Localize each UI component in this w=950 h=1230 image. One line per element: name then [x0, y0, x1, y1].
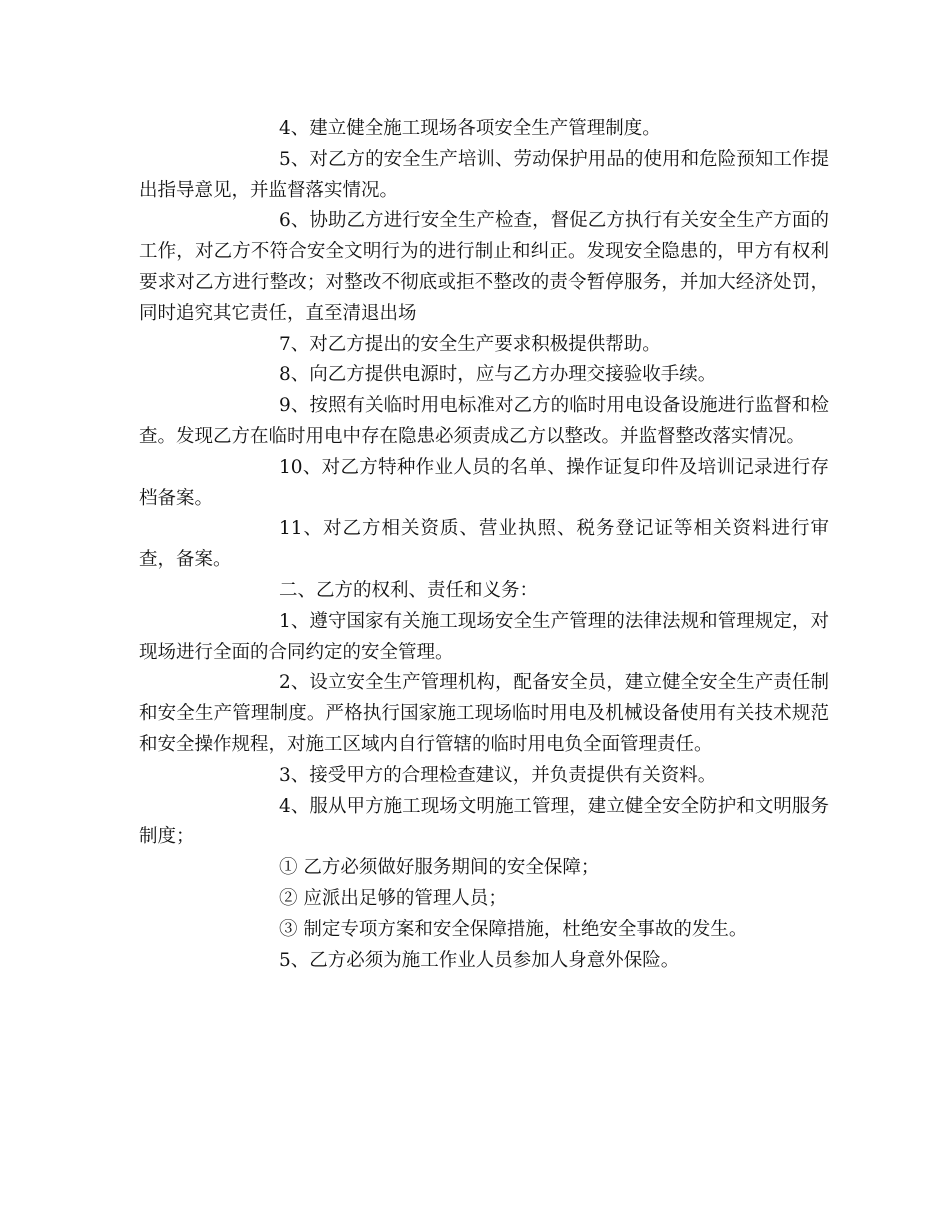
list-item-1: ① 乙方必须做好服务期间的安全保障；	[279, 857, 600, 879]
paragraph-3: 6、协助乙方进行安全生产检查，督促乙方执行有关安全生产方面的工作，对乙方不符合安全文明行为的进行制止和纠正。发现安全隐患的，甲方有权利要求对乙方进行整改；对整改不彻底或拒不整改的责令暂停服务，并加大经济处罚，同时追究其它责任，直至清退出场	[139, 210, 829, 324]
document-body	[139, 114, 829, 976]
list-item-2: ② 应派出足够的管理人员；	[279, 887, 507, 909]
section-heading: 二、乙方的权利、责任和义务：	[279, 579, 539, 601]
paragraph-10: 2、设立安全生产管理机构，配备安全员，建立健全安全生产责任制和安全生产管理制度。严格执行国家施工现场临时用电及机械设备使用有关技术规范和安全操作规程，对施工区域内自行管辖的临时用电负全面管理责任。	[139, 672, 829, 755]
paragraph-6: 9、按照有关临时用电标准对乙方的临时用电设备设施进行监督和检查。发现乙方在临时用电中存在隐患必须责成乙方以整改。并监督整改落实情况。	[139, 395, 829, 447]
paragraph-8: 11、对乙方相关资质、营业执照、税务登记证等相关资料进行审查，备案。	[139, 518, 829, 571]
paragraph-2: 5、对乙方的安全生产培训、劳动保护用品的使用和危险预知工作提出指导意见，并监督落实情况。	[139, 148, 829, 201]
paragraph-4: 7、对乙方提出的安全生产要求积极提供帮助。	[279, 333, 661, 355]
paragraph-12: 4、服从甲方施工现场文明施工管理，建立健全安全防护和文明服务制度；	[139, 795, 829, 848]
paragraph-7: 10、对乙方特种作业人员的名单、操作证复印件及培训记录进行存档备案。	[139, 456, 829, 509]
paragraph-5: 8、向乙方提供电源时，应与乙方办理交接验收手续。	[279, 364, 717, 386]
paragraph-9: 1、遵守国家有关施工现场安全生产管理的法律法规和管理规定，对现场进行全面的合同约定的安全管理。	[139, 610, 829, 663]
list-item-3: ③ 制定专项方案和安全保障措施，杜绝安全事故的发生。	[279, 918, 748, 940]
paragraph-11: 3、接受甲方的合理检查建议，并负责提供有关资料。	[279, 764, 717, 786]
paragraph-1: 4、建立健全施工现场各项安全生产管理制度。	[279, 118, 661, 139]
paragraph-13: 5、乙方必须为施工作业人员参加人身意外保险。	[279, 949, 680, 971]
